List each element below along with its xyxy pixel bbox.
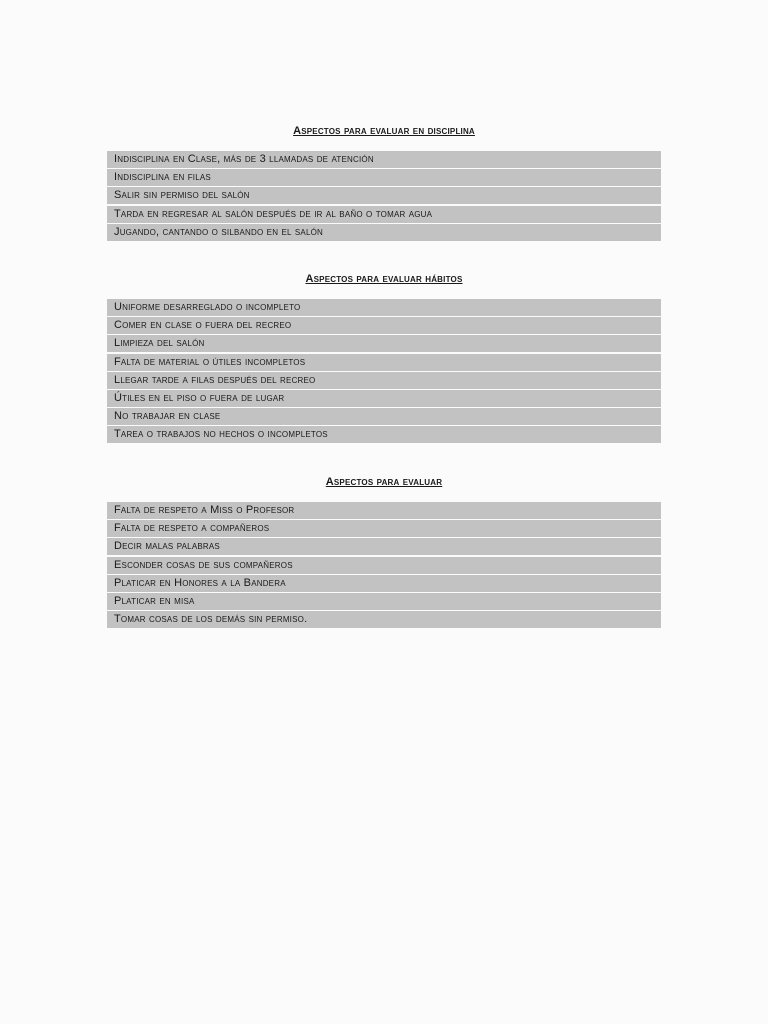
list-item: Decir malas palabras [107, 538, 661, 555]
section-title: Aspectos para evaluar en disciplina [293, 125, 475, 137]
list-item: Indisciplina en filas [107, 169, 661, 186]
section-title: Aspectos para evaluar hábitos [305, 273, 463, 285]
section-title: Aspectos para evaluar [325, 476, 443, 488]
list-item: Falta de material o útiles incompletos [107, 354, 661, 371]
list-item: Falta de respeto a Miss o Profesor [107, 502, 661, 519]
list-item: Indisciplina en Clase, más de 3 llamadas de atención [107, 151, 661, 168]
list-item: Tarea o trabajos no hechos o incompletos [107, 426, 661, 443]
criteria-list [107, 502, 661, 628]
list-item: Jugando, cantando o silbando en el salón [107, 224, 661, 241]
list-item: No trabajar en clase [107, 408, 661, 425]
section-conducta [107, 475, 661, 629]
list-item: Platicar en Honores a la Bandera [107, 575, 661, 592]
list-item: Limpieza del salón [107, 335, 661, 352]
section-disciplina [107, 124, 661, 242]
criteria-list [107, 151, 661, 241]
list-item: Tarda en regresar al salón después de ir al baño o tomar agua [107, 206, 661, 223]
list-item: Llegar tarde a filas después del recreo [107, 372, 661, 389]
list-item: Platicar en misa [107, 593, 661, 610]
list-item: Esconder cosas de sus compañeros [107, 557, 661, 574]
list-item: Comer en clase o fuera del recreo [107, 317, 661, 334]
list-item: Tomar cosas de los demás sin permiso. [107, 611, 661, 628]
list-item: Uniforme desarreglado o incompleto [107, 299, 661, 316]
section-habitos [107, 272, 661, 445]
criteria-list [107, 299, 661, 443]
list-item: Salir sin permiso del salón [107, 187, 661, 204]
list-item: Útiles en el piso o fuera de lugar [107, 390, 661, 407]
list-item: Falta de respeto a compañeros [107, 520, 661, 537]
